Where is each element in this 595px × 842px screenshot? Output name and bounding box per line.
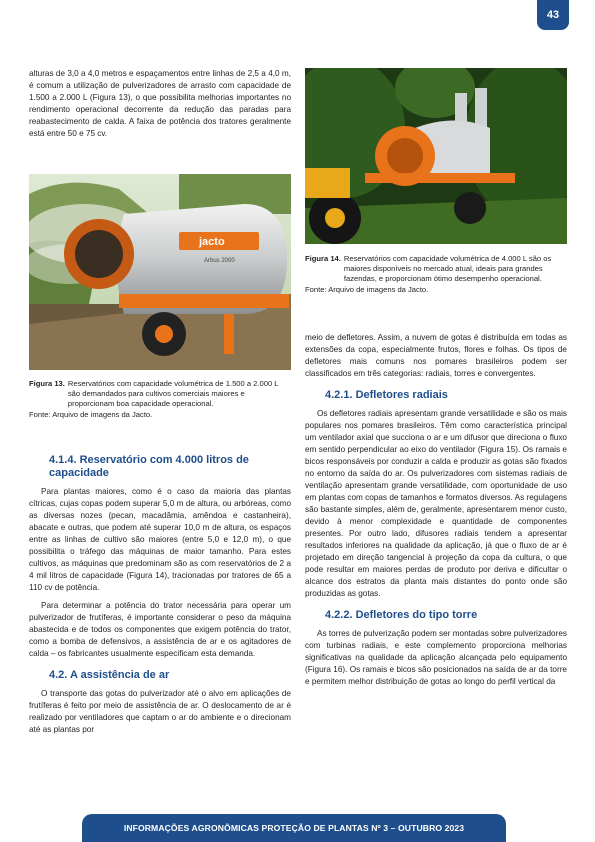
figure-14-text: Reservatórios com capacidade volumétrica de 4.000 L são os maiores disponíveis no mercado atual, ideais para grandes fazendas, e proporcionam ótimo desempenho operacional. <box>343 254 552 284</box>
tank-brand-text: jacto <box>199 236 225 248</box>
figure-13-label: Figura 13. <box>29 379 65 388</box>
figure-14-source: Fonte: Arquivo de imagens da Jacto. <box>305 284 429 294</box>
page-number: 43 <box>537 0 569 30</box>
section-414-title: 4.1.4. Reservatório com 4.000 litros de capacidade <box>49 454 249 479</box>
right-text <box>305 332 567 688</box>
figure-14-photo <box>305 68 567 244</box>
figure-14-label: Figura 14. <box>305 254 341 263</box>
left-lower-text <box>29 454 291 736</box>
figure-13-caption <box>29 379 291 420</box>
figure-13-photo <box>29 174 291 370</box>
body-paragraph: Os defletores radiais apresentam grande versatilidade e são os mais populares nos pomares brasileiros. Têm como característica principal um ventilador axial que succiona o ar e um difusor que direciona o fluxo em sentido perpendicular ao eixo do ventilador (Figura 15). Os ramais e bicos responsáveis por conduzir a calda e produzir as gotas são fixados no entorno da saída do ar. Os pulverizadores com sistemas radiais de ventilação apresentam grande versatilidade, com oportunidade de uso em plantas com copas de tamanhos e formatos diversos. As regulagens são bastante simples, além de, geralmente, apresentarem menor custo, devido à menor complexidade e quantidade de componentes presentes. Por outro lado, difusores radiais tendem a apresentar resultados inferiores na qualidade da aplicação, já que o fluxo de ar é projetado em direção tangencial à projeção da copa da cultura, o que pode resultar em maiores perdas de produto por deriva e dificultar o alcance dos estratos da planta mais distantes do ponto onde são produzidas as gotas. <box>305 409 567 598</box>
body-paragraph: As torres de pulverização podem ser montadas sobre pulverizadores com turbinas radiais, e este complemento proporciona melhorias significativas na qualidade da aplicação alcançada pelo equipamento (Figura 16). Os ramais e bicos são posicionados na saída de ar da torre e permitem melhor distribuição de gotas ao longo do perfil vertical da <box>305 629 567 686</box>
section-42-title: 4.2. A assistência de ar <box>49 669 170 681</box>
footer-banner: INFORMAÇÕES AGRONÔMICAS PROTEÇÃO DE PLANTAS Nº 3 – OUTUBRO 2023 <box>82 814 506 842</box>
section-422-title: 4.2.2. Defletores do tipo torre <box>325 609 478 621</box>
figure-14-caption <box>305 254 567 295</box>
body-paragraph: Para determinar a potência do trator necessária para operar um pulverizador de frutíferas, é importante considerar o peso da máquina abastecida e de todos os componentes que exigem potência do trator, como a bomba de defensivos, a assistência de ar e os agitadores de calda – os fabricantes usualmente especificam esta demanda. <box>29 601 291 658</box>
body-paragraph: O transporte das gotas do pulverizador até o alvo em aplicações de frutíferas é feito por meio de assistência de ar. O deslocamento de ar é realizado por ventiladores que captam o ar do ambiente e o direcionam até as plantas por <box>29 689 291 734</box>
tank-model-text: Arbus 2000 <box>204 258 235 264</box>
body-paragraph: Para plantas maiores, como é o caso da maioria das plantas cítricas, cujas copas podem superar 5,0 m de altura, ou arbóreas, como as diversas nozes (pecan, macadâmia, amêndoa e castanheira), abacate e outras, que podem até superar 10,0 m de altura, os espaços entre as linhas de cultivo são maiores (entre 5,0 e 12,0 m), o que possibilita o tráfego das máquinas de maior tamanho. Para estes cultivos, as máquinas que predominam são as com reservatórios de 2 a 4 mil litros de capacidade (Figura 14), tracionadas por tratores de 65 a 110 cv de potência. <box>29 487 291 592</box>
left-top-text <box>29 68 291 140</box>
section-421-title: 4.2.1. Defletores radiais <box>325 389 448 401</box>
body-paragraph: meio de defletores. Assim, a nuvem de gotas é distribuída em todas as extensões da copa, especialmente frutos, flores e folhas. Os tipos de defletores mais comuns nos pomares brasileiros podem ser classificados em três categorias: radiais, torres e convergentes. <box>305 333 567 378</box>
figure-13-source: Fonte: Arquivo de imagens da Jacto. <box>29 409 153 419</box>
body-paragraph: alturas de 3,0 a 4,0 metros e espaçamentos entre linhas de 2,5 a 4,0 m, é comum a utilização de pulverizadores de arrasto com capacidade de 1.500 a 2.000 L (Figura 13), o que possibilita melhorias importantes no rendimento operacional decorrente da redução das paradas para reabastecimento de calda. A faixa de potência dos tratores geralmente está entre 50 e 75 cv. <box>29 69 291 138</box>
figure-13-text: Reservatórios com capacidade volumétrica de 1.500 a 2.000 L são demandados para cultivos comerciais maiores e proporcionam boa capacidade operacional. <box>67 379 279 409</box>
